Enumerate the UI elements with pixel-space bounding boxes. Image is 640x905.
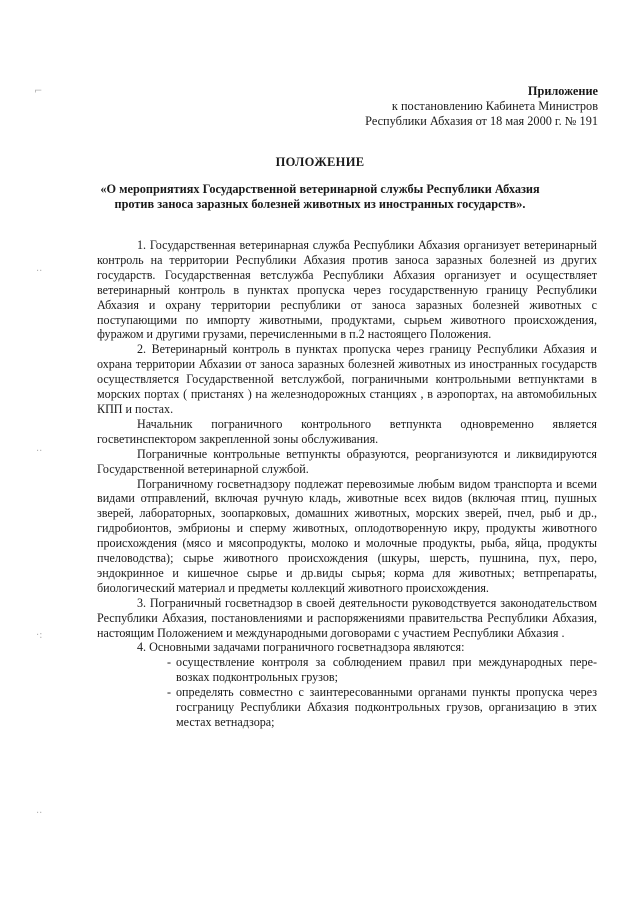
appendix-title: Приложение <box>527 84 598 98</box>
scan-speck: ·· <box>36 808 43 819</box>
list-item <box>167 685 597 730</box>
subtitle-line: «О мероприятиях Государственной ветеринарной службы Республики Абхазия <box>100 182 540 196</box>
dash-marker: - <box>167 685 172 700</box>
list-item <box>167 655 597 685</box>
task-text: определять совместно с заинтересованными органами пункты пропуска через госграницу Республики Абхазия подконтрольных грузов, организацию в этих местах ветнадзора; <box>176 685 597 729</box>
paragraph: 2. Ветеринарный контроль в пунктах пропуска через границу Республики Абхазия и охрана территории Абхазии от заноса заразных болезней животных из иностранных государств осуществляется Государственной ветслужбой, пограничными контрольными ветпунктами в морских портах ( пристанях ) на железнодорожных станциях , в аэропортах, на автомобильных КПП и постах. <box>97 342 597 416</box>
dash-marker: - <box>167 655 172 670</box>
task-text: осуществление контроля за соблюдением правил при международных пере- возках подконтрольных грузов; <box>176 655 597 685</box>
document-body <box>97 238 597 730</box>
subtitle-line: против заноса заразных болезней животных из иностранных государств». <box>114 197 526 211</box>
paragraph: Пограничному госветнадзору подлежат перевозимые любым видом транспорта и всеми видами отправлений, включая ручную кладь, животные всех видов (включая птиц, пушных зверей, лабораторных, зоопарковых, домашних животных, морских зверей, пчел, рыб и др., гидробионтов, эмбрионы и сперму животных, оплодотворенную икру, продукты животного происхождения (мясо и мясопродукты, молоко и молочные продукты, рыба, яйца, продукты пчеловодства); сырье животного происхождения (шкуры, шерсть, пушнина, пух, перо, эндокринное и кишечное сырье и др.виды сырья; корма для животных; ветпрепараты, биологический материал и предметы коллекций животного происхождения. <box>97 476 597 595</box>
scan-speck: ·· <box>36 446 43 457</box>
scan-speck: ·· <box>36 266 43 277</box>
paragraph: Пограничные контрольные ветпункты образуются, реорганизуются и ликвидируются Государственной ветеринарной службой. <box>97 446 597 476</box>
document-subtitle <box>100 182 540 212</box>
appendix-line: к постановлению Кабинета Министров <box>391 99 598 113</box>
document-title: ПОЛОЖЕНИЕ <box>275 155 365 169</box>
paragraph: 1. Государственная ветеринарная служба Республики Абхазия организует ветеринарный контроль на территории Республики Абхазия против заноса заразных болезней из других государств. Государственная ветслужба Республики Абхазия организует и осуществляет ветеринарный контроль в пунктах пропуска через государственную границу Республики Абхазия и охрану территории республики от заноса заразных болезней животных с поступающими по импорту животными, продуктами, сырьем животного происхождения, фуражом и другими грузами, перечисленными в п.2 настоящего Положения. <box>97 238 597 342</box>
paragraph: Начальник пограничного контрольного ветпункта одновременно является госветинспектором закрепленной зоны обслуживания. <box>97 416 597 446</box>
appendix-line: Республики Абхазия от 18 мая 2000 г. № 191 <box>365 114 598 128</box>
scan-speck: ⌐ <box>34 86 43 97</box>
scan-speck: ·: <box>36 630 43 641</box>
paragraph: 3. Пограничный госветнадзор в своей деятельности руководствуется законодательством Республики Абхазия, постановлениями и распоряжениями правительства Республики Абхазия, настоящим Положением и международными договорами с участием Республики Абхазия . <box>97 595 597 640</box>
paragraph: 4. Основными задачами пограничного госветнадзора являются: <box>137 640 465 655</box>
task-list <box>97 655 597 730</box>
appendix-block <box>365 84 598 129</box>
